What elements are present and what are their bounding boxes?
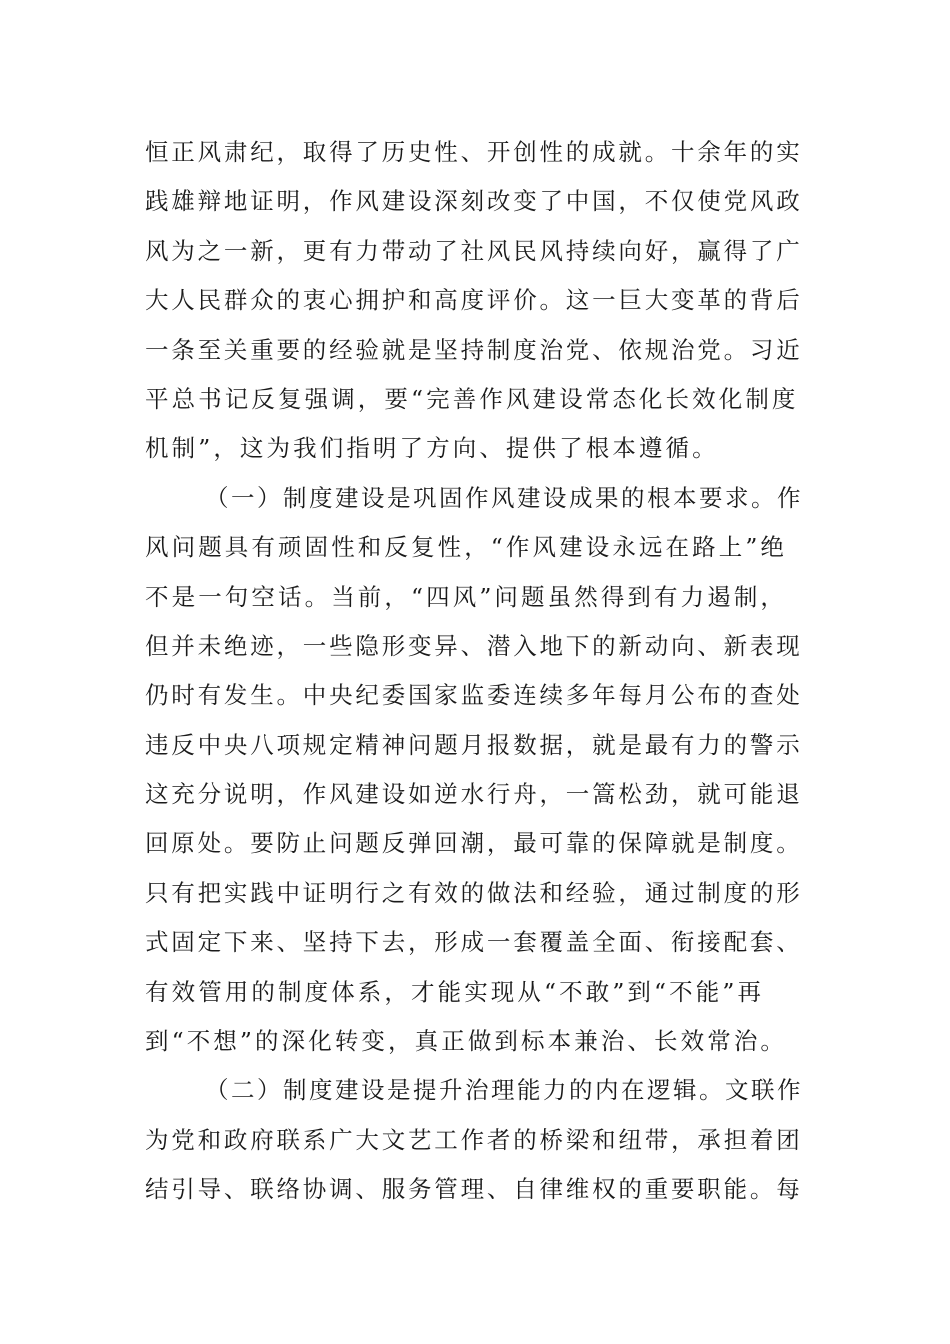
text-line: 但并未绝迹，一些隐形变异、潜入地下的新动向、新表现 [145,631,803,660]
text-line: 为党和政府联系广大文艺工作者的桥梁和纽带，承担着团 [145,1125,803,1154]
text-line: 式固定下来、坚持下去，形成一套覆盖全面、衔接配套、 [145,928,803,957]
text-line: 结引导、联络协调、服务管理、自律维权的重要职能。每 [145,1175,803,1204]
text-line: 大人民群众的衷心拥护和高度评价。这一巨大变革的背后 [145,286,803,315]
text-line: 践雄辩地证明，作风建设深刻改变了中国，不仅使党风政 [145,187,803,216]
text-line: 风为之一新，更有力带动了社风民风持续向好，赢得了广 [145,236,803,265]
body-text [145,128,805,1215]
text-line: 这充分说明，作风建设如逆水行舟，一篙松劲，就可能退 [145,780,803,809]
text-line: 违反中央八项规定精神问题月报数据，就是最有力的警示 [145,730,803,759]
text-line: 回原处。要防止问题反弹回潮，最可靠的保障就是制度。 [145,829,803,858]
text-line: 只有把实践中证明行之有效的做法和经验，通过制度的形 [145,878,803,907]
text-line: 到“不想”的深化转变，真正做到标本兼治、长效常治。 [145,1027,788,1056]
text-line: 一条至关重要的经验就是坚持制度治党、依规治党。习近 [145,335,803,364]
text-line: 仍时有发生。中央纪委国家监委连续多年每月公布的查处 [145,681,803,710]
text-line: 机制”，这为我们指明了方向、提供了根本遵循。 [145,434,719,463]
section-one-heading-line: （一）制度建设是巩固作风建设成果的根本要求。作 [205,483,803,512]
section-two-heading-line: （二）制度建设是提升治理能力的内在逻辑。文联作 [205,1076,803,1105]
text-line: 平总书记反复强调，要“完善作风建设常态化长效化制度 [145,384,799,413]
text-line: 不是一句空话。当前，“四风”问题虽然得到有力遏制， [145,582,788,611]
text-line: 恒正风肃纪，取得了历史性、开创性的成就。十余年的实 [145,138,803,166]
text-line: 风问题具有顽固性和反复性，“作风建设永远在路上”绝 [145,533,788,562]
text-line: 有效管用的制度体系，才能实现从“不敢”到“不能”再 [145,977,765,1006]
